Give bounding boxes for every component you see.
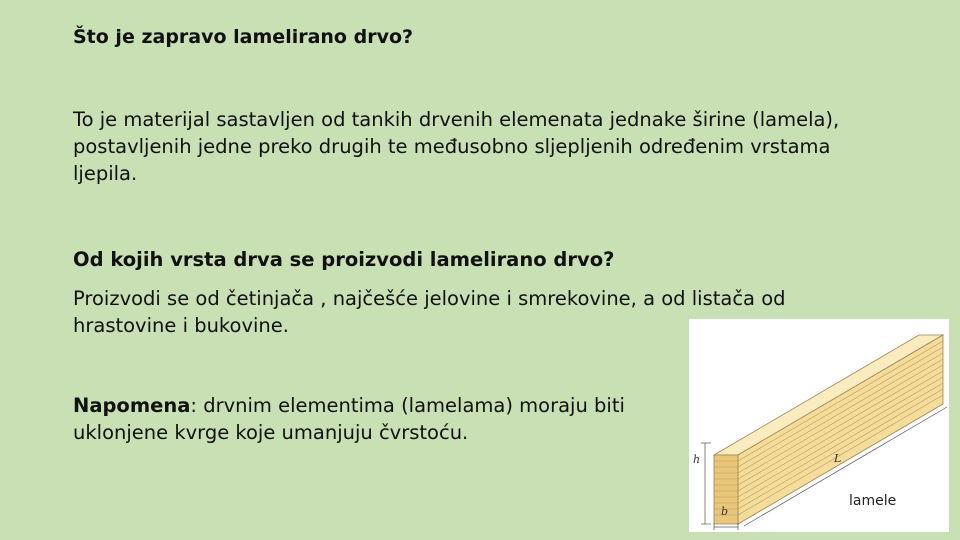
length-dimension-label: L (834, 452, 842, 465)
answer-text: Proizvodi se od četinjača , najčešće jelovine i smrekovine, a od listača od hrastovine i bukovine. (73, 287, 786, 337)
figure-caption: lamele (849, 493, 897, 509)
height-dimension-label: h (693, 453, 701, 466)
note-text: : drvnim elementima (lamelama) moraju biti uklonjene kvrge koje umanjuju čvrstoću. (73, 394, 625, 444)
slide-title: Što je zapravo lamelirano drvo? (73, 26, 414, 48)
note-label: Napomena (73, 394, 191, 417)
question-heading: Od kojih vrsta drva se proizvodi lamelirano drvo? (73, 248, 615, 271)
width-dimension-label: b (721, 505, 729, 518)
note-paragraph (73, 392, 693, 446)
glulam-beam-figure (689, 319, 949, 532)
height-dimension (701, 443, 711, 524)
definition-text: To je materijal sastavljen od tankih drvenih elemenata jednake širine (lamela), postavljenih jedne preko drugih te međusobno sljepljenih određenim vrstama ljepila. (73, 108, 840, 185)
glulam-beam-illustration (689, 319, 949, 532)
